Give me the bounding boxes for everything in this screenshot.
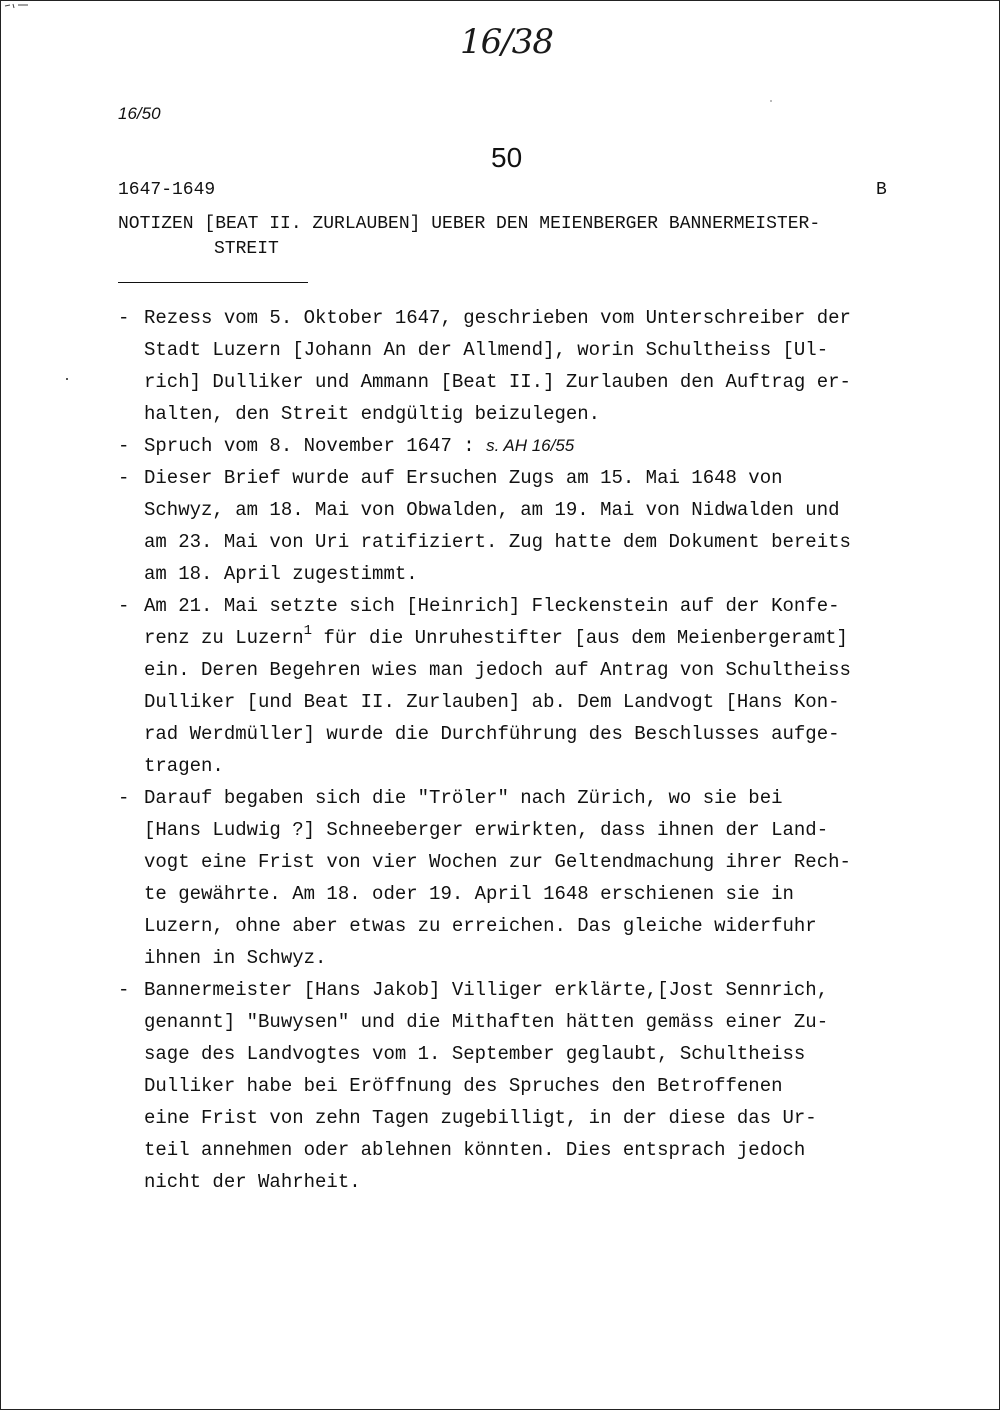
- note-text-before-footnote: Am 21. Mai setzte sich [Heinrich] Fleckenstein auf der Konfe- renz zu Luzern: [144, 595, 840, 649]
- note-entry: [118, 302, 908, 430]
- document-reference: 16/50: [118, 104, 161, 123]
- notes-list: [118, 302, 908, 1198]
- document-title: [118, 212, 908, 262]
- note-entry: [118, 782, 908, 974]
- note-text: Dieser Brief wurde auf Ersuchen Zugs am 15. Mai 1648 von Schwyz, am 18. Mai von Obwalden, am 19. Mai von Nidwalden und am 23. Mai von Uri ratifiziert. Zug hatte dem Dokument bereits am 18. April zugestimmt.: [144, 467, 851, 585]
- note-text-after-footnote: für die Unruhestifter [aus dem Meienbergeramt] ein. Deren Begehren wies man jedoch auf Antrag von Schultheiss Dulliker [und Beat II. Zurlauben] ab. Dem Landvogt [Hans Kon- rad Werdmüller] wurde die Durchführung des Beschlusses aufge- tragen.: [144, 627, 851, 777]
- margin-dot: [66, 378, 68, 380]
- note-text: Darauf begaben sich die "Tröler" nach Zürich, wo sie bei [Hans Ludwig ?] Schneeberger erwirkten, dass ihnen der Land- vogt eine Frist von vier Wochen zur Geltendmachung ihrer Rech- te gewährte. Am 18. oder 19. April 1648 erschienen sie in Luzern, ohne aber etwas zu erreichen. Das gleiche widerfuhr ihnen in Schwyz.: [144, 787, 851, 969]
- corner-scan-mark: [4, 2, 44, 10]
- note-text: Bannermeister [Hans Jakob] Villiger erklärte,[Jost Sennrich, genannt] "Buwysen" und die Mithaften hätten gemäss einer Zu- sage des Landvogtes vom 1. September geglaubt, Schultheiss Dulliker habe bei Eröffnung des Spruches den Betroffenen eine Frist von zehn Tagen zugebilligt, in der diese das Ur- teil annehmen oder ablehnen könnten. Dies entsprach jedoch nicht der Wahrheit.: [144, 979, 829, 1193]
- date-range: 1647-1649: [118, 180, 216, 200]
- note-text: Spruch vom 8. November 1647 :: [144, 435, 487, 457]
- category-letter: B: [876, 180, 887, 200]
- title-divider: [118, 282, 308, 283]
- title-line-1: NOTIZEN [BEAT II. ZURLAUBEN] UEBER DEN MEIENBERGER BANNERMEISTER-: [118, 214, 821, 234]
- note-text: Rezess vom 5. Oktober 1647, geschrieben vom Unterschreiber der Stadt Luzern [Johann An der Allmend], worin Schultheiss [Ul- rich] Dulliker und Ammann [Beat II.] Zurlauben den Auftrag er- halten, den Streit endgültig beizulegen.: [144, 307, 851, 425]
- title-line-2: STREIT: [214, 239, 279, 259]
- scan-speck: [770, 100, 772, 102]
- note-cross-reference: s. AH 16/55: [486, 436, 575, 455]
- footnote-marker: 1: [303, 623, 313, 639]
- note-entry: [118, 462, 908, 590]
- note-entry: [118, 430, 908, 462]
- note-entry: [118, 974, 908, 1198]
- note-entry: [118, 590, 908, 782]
- handwritten-archive-reference: 16/38: [460, 22, 553, 62]
- page-number: 50: [491, 142, 523, 173]
